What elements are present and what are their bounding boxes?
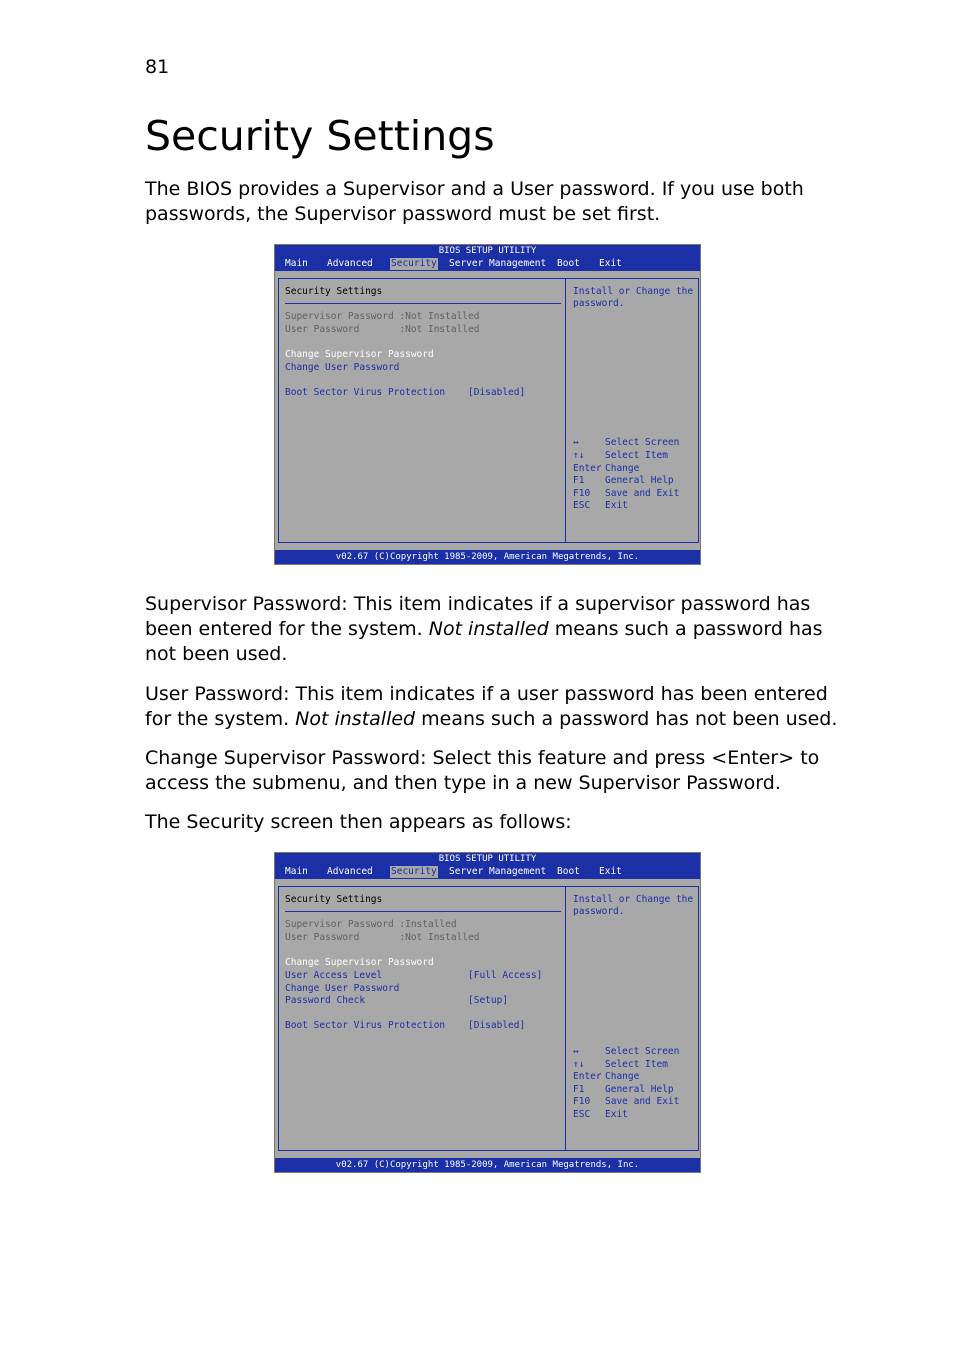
enter-key-label: Enter (727, 747, 779, 769)
bios-menu-main[interactable]: Main (285, 258, 308, 269)
key-f1: F1 (573, 1084, 585, 1095)
page-number: 81 (145, 56, 170, 78)
bios-menu-exit[interactable]: Exit (599, 258, 622, 269)
change-user-password-option[interactable]: Change User Password (285, 983, 400, 994)
bios-menu-security[interactable]: Security (391, 258, 437, 269)
key-f10-desc: Save and Exit (605, 1096, 680, 1107)
bios-settings-panel (278, 278, 566, 543)
key-up-down-desc: Select Item (605, 1059, 668, 1070)
supervisor-password-text-2: means such a password has not been used. (145, 618, 823, 665)
intro-paragraph: The BIOS provides a Supervisor and a User password. If you use both passwords, the Supervisor password must be set first. (145, 178, 804, 225)
key-esc: ESC (573, 1109, 591, 1120)
bios-help-panel (565, 278, 699, 543)
bios-menu-bar (275, 865, 700, 879)
key-f1: F1 (573, 475, 585, 486)
bios-screenshot-1 (274, 244, 701, 565)
user-password-text-1: This item indicates if a user password has been entered for the system. (145, 683, 828, 730)
key-esc: ESC (573, 500, 591, 511)
bios-footer: v02.67 (C)Copyright 1985-2009, American Megatrends, Inc. (275, 1158, 700, 1172)
bios-menu-server-management[interactable]: Server Management (449, 866, 547, 877)
key-f1-desc: General Help (605, 475, 674, 486)
key-left-right: ↔ (573, 1046, 579, 1057)
key-left-right-desc: Select Screen (605, 1046, 680, 1057)
supervisor-password-emphasis: Not installed (428, 618, 549, 640)
bios-settings-panel (278, 886, 566, 1151)
boot-sector-virus-protection-option[interactable]: Boot Sector Virus Protection [Disabled] (285, 1020, 526, 1031)
bios-menu-exit[interactable]: Exit (599, 866, 622, 877)
bios-menu-advanced[interactable]: Advanced (327, 258, 373, 269)
user-password-term: User Password: (145, 683, 290, 705)
key-enter-desc: Change (605, 463, 640, 474)
supervisor-password-paragraph (145, 592, 845, 667)
bios-section-heading: Security Settings (285, 894, 383, 905)
boot-sector-virus-protection-option[interactable]: Boot Sector Virus Protection [Disabled] (285, 387, 526, 398)
supervisor-password-text-1: This item indicates if a supervisor password has been entered for the system. (145, 593, 811, 640)
key-enter-desc: Change (605, 1071, 640, 1082)
user-access-level-option[interactable]: User Access Level [Full Access] (285, 970, 543, 981)
change-supervisor-password-term: Change Supervisor Password: (145, 747, 427, 769)
bios-title-bar: BIOS SETUP UTILITY (275, 245, 700, 257)
change-supervisor-password-text-2: > to access the submenu, and then type in a new Supervisor Password. (145, 747, 820, 794)
bios-heading-divider (285, 911, 561, 912)
help-text-line-2: password. (573, 906, 625, 917)
bios-menu-security[interactable]: Security (391, 866, 437, 877)
bios-heading-divider (285, 303, 561, 304)
bios-menu-bar (275, 257, 700, 271)
help-text-line-2: password. (573, 298, 625, 309)
password-check-option[interactable]: Password Check [Setup] (285, 995, 509, 1006)
bios-section-heading: Security Settings (285, 286, 383, 297)
key-f10: F10 (573, 1096, 591, 1107)
key-f10-desc: Save and Exit (605, 488, 680, 499)
change-user-password-option[interactable]: Change User Password (285, 362, 400, 373)
bios-footer: v02.67 (C)Copyright 1985-2009, American Megatrends, Inc. (275, 550, 700, 564)
user-password-text-2: means such a password has not been used. (415, 708, 838, 730)
bios-menu-advanced[interactable]: Advanced (327, 866, 373, 877)
key-f1-desc: General Help (605, 1084, 674, 1095)
bios-title-bar: BIOS SETUP UTILITY (275, 853, 700, 865)
key-up-down-desc: Select Item (605, 450, 668, 461)
key-esc-desc: Exit (605, 1109, 628, 1120)
key-up-down: ↑↓ (573, 1059, 585, 1070)
help-text-line-1: Install or Change the (573, 286, 694, 297)
page-title: Security Settings (145, 112, 495, 160)
bios-menu-boot[interactable]: Boot (557, 866, 580, 877)
key-enter: Enter (573, 1071, 602, 1082)
change-supervisor-password-option[interactable]: Change Supervisor Password (285, 349, 434, 360)
bios-help-panel (565, 886, 699, 1151)
key-enter: Enter (573, 463, 602, 474)
user-password-status: User Password :Not Installed (285, 324, 480, 335)
key-f10: F10 (573, 488, 591, 499)
change-supervisor-password-paragraph (145, 746, 845, 796)
help-text-line-1: Install or Change the (573, 894, 694, 905)
change-supervisor-password-text-1: Select this feature and press < (426, 747, 728, 769)
user-password-paragraph (145, 682, 845, 732)
change-supervisor-password-option[interactable]: Change Supervisor Password (285, 957, 434, 968)
bios-screenshot-2 (274, 852, 701, 1173)
key-up-down: ↑↓ (573, 450, 585, 461)
key-left-right-desc: Select Screen (605, 437, 680, 448)
user-password-emphasis: Not installed (295, 708, 416, 730)
supervisor-password-status: Supervisor Password :Not Installed (285, 311, 480, 322)
user-password-status: User Password :Not Installed (285, 932, 480, 943)
supervisor-password-term: Supervisor Password: (145, 593, 348, 615)
bios-menu-boot[interactable]: Boot (557, 258, 580, 269)
security-screen-intro: The Security screen then appears as follows: (145, 811, 572, 833)
key-left-right: ↔ (573, 437, 579, 448)
key-esc-desc: Exit (605, 500, 628, 511)
supervisor-password-status: Supervisor Password :Installed (285, 919, 457, 930)
bios-menu-main[interactable]: Main (285, 866, 308, 877)
bios-menu-server-management[interactable]: Server Management (449, 258, 547, 269)
